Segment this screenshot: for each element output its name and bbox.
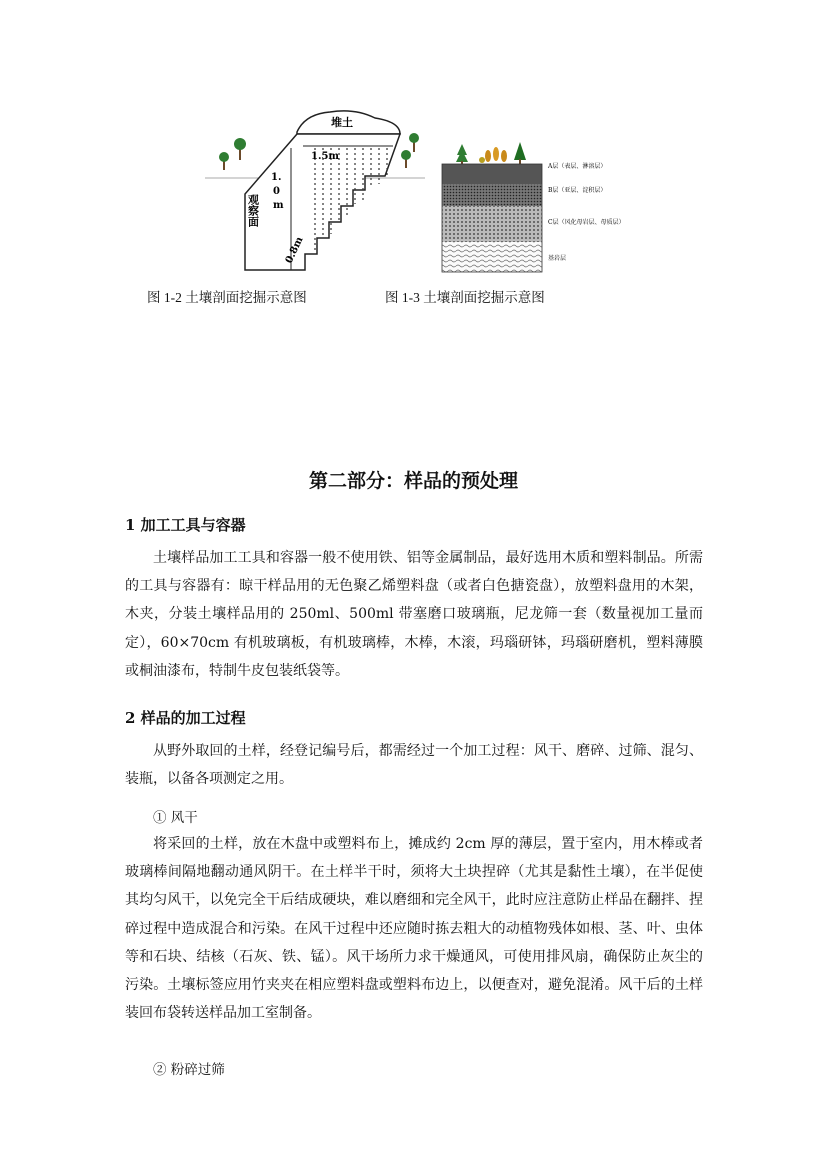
figure-1-2-caption: 图 1-2 土壤剖面挖掘示意图	[147, 290, 307, 305]
depth-label-a: 1.	[271, 172, 282, 183]
bedrock-label: 基岩层	[548, 255, 567, 262]
section-paragraph: 将采回的土样，放在木盘中或塑料布上，摊成约 2cm 厚的薄层，置于室内，用木棒或者玻璃棒间隔地翻动通风阴干。在土样半干时，须将大土块捏碎（尤其是黏性土壤），在半促使其均匀风干，以免完全干后结成硬块，难以磨细和完全风干，此时应注意防止样品在翻拌、捏碎过程中造成混合和污染。在风干过程中还应随时拣去粗大的动植物残体如根、茎、叶、虫体等和石块、结核（石灰、铁、锰）。风干场所力求干燥通风，可使用排风扇，确保防止灰尘的污染。土壤标签应用竹夹夹在相应塑料盘或塑料布边上，以便查对，避免混淆。风干后的土样装回布袋转送样品加工室制备。	[125, 836, 703, 1022]
part-title: 第二部分：样品的预处理	[308, 470, 518, 492]
layer-b-label: B层（亚层、淀积层）	[548, 187, 607, 194]
heap-label: 堆土	[331, 116, 353, 129]
depth-label-b: 0	[273, 186, 280, 197]
section-paragraph: 从野外取回的土样，经登记编号后，都需经过一个加工过程：风干、磨碎、过筛、混匀、装瓶，以备各项测定之用。	[125, 743, 703, 788]
list-item-label: ① 风干	[153, 810, 198, 826]
section-paragraph: 土壤样品加工工具和容器一般不使用铁、铝等金属制品，最好选用木质和塑料制品。所需的工具与容器有：晾干样品用的无色聚乙烯塑料盘（或者白色搪瓷盘），放塑料盘用的木架，木夹，分装土壤样品用的 250ml、500ml 带塞磨口玻璃瓶，尼龙筛一套（数量视加工量而定），60×70cm 有机玻璃板，有机玻璃棒，木棒，木滚，玛瑙研钵，玛瑙研磨机，塑料薄膜或桐油漆布，特制牛皮包装纸袋等。	[125, 550, 703, 679]
observe-face-label: 观察面	[246, 194, 260, 227]
soil-profile-excavation-diagram	[205, 104, 425, 274]
layer-c-label: C层（风化母岩层、母质层）	[548, 219, 625, 226]
soil-horizon-diagram	[440, 128, 630, 274]
list-item-label: ② 粉碎过筛	[153, 1062, 225, 1078]
figure-1-3-caption: 图 1-3 土壤剖面挖掘示意图	[385, 290, 545, 305]
step-label: 0.8m	[283, 235, 306, 266]
section-heading: 2 样品的加工过程	[125, 709, 246, 727]
section-heading: 1 加工工具与容器	[125, 516, 246, 534]
width-label: 1.5m	[311, 151, 339, 162]
plant-icon	[456, 142, 526, 164]
depth-label-c: m	[273, 200, 284, 211]
layer-a-label: A层（表层、淋溶层）	[548, 163, 607, 170]
